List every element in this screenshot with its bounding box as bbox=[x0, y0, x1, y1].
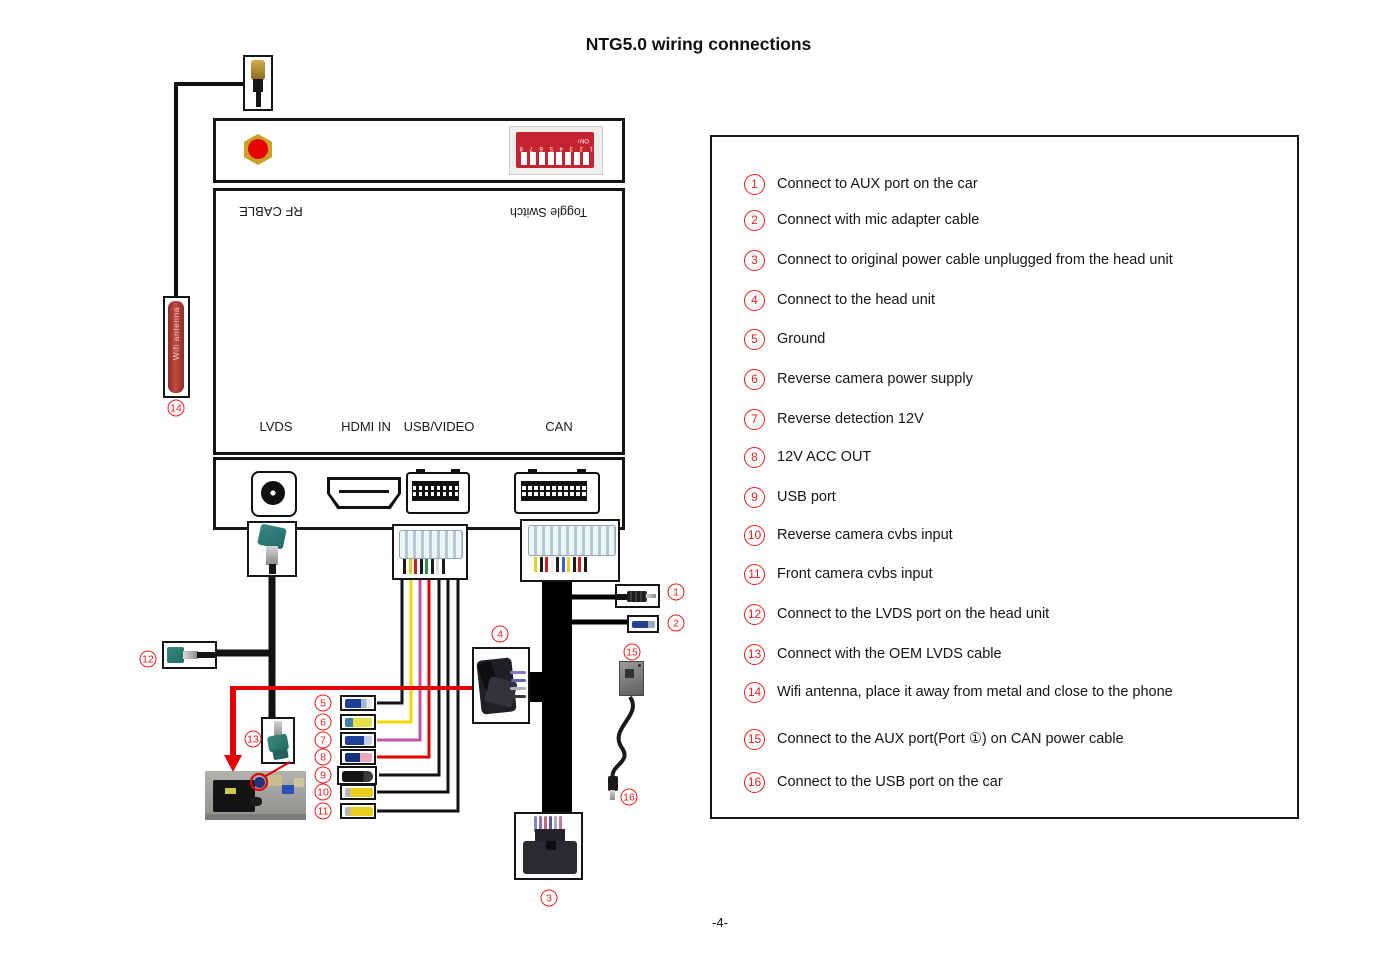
legend-item-text: Connect to AUX port on the car bbox=[777, 176, 978, 192]
callout-4: 4 bbox=[492, 626, 509, 643]
callout-7: 7 bbox=[315, 732, 332, 749]
page-title: NTG5.0 wiring connections bbox=[585, 34, 812, 54]
callout-14: 14 bbox=[168, 400, 185, 417]
red-arrowhead bbox=[224, 755, 242, 772]
legend-item-number: 5 bbox=[744, 329, 765, 350]
legend-item-text: Connect with the OEM LVDS cable bbox=[777, 646, 1002, 662]
callout-1: 1 bbox=[668, 584, 685, 601]
callout-16: 16 bbox=[621, 789, 638, 806]
legend-item-text: Wifi antenna, place it away from metal and close to the phone bbox=[777, 684, 1173, 700]
legend-item-number: 10 bbox=[744, 525, 765, 546]
legend-item-text: Connect to the USB port on the car bbox=[777, 774, 1003, 790]
legend-item-number: 6 bbox=[744, 369, 765, 390]
wifi-antenna-label: Wifi antenna bbox=[171, 307, 181, 361]
callout-10: 10 bbox=[315, 784, 332, 801]
port-label-lvds: LVDS bbox=[259, 419, 293, 434]
legend-item-number: 8 bbox=[744, 447, 765, 468]
legend-item-text: USB port bbox=[777, 489, 836, 505]
legend-item-number: 12 bbox=[744, 604, 765, 625]
port-label-can: CAN bbox=[545, 419, 573, 434]
dip-switch-digits: 1 2 3 4 5 6 7 8 bbox=[517, 145, 593, 151]
toggle-switch-label: Toggle Switch bbox=[509, 205, 588, 219]
callout-13: 13 bbox=[245, 731, 262, 748]
legend-item-text: Ground bbox=[777, 331, 826, 347]
port-label-usb-video: USB/VIDEO bbox=[403, 419, 475, 434]
legend-item-number: 13 bbox=[744, 644, 765, 665]
legend-item-text: 12V ACC OUT bbox=[777, 449, 872, 465]
legend-item-number: 15 bbox=[744, 729, 765, 750]
legend-item-number: 1 bbox=[744, 174, 765, 195]
legend-item-number: 16 bbox=[744, 772, 765, 793]
dip-switch-on-label: ON↑ bbox=[577, 137, 589, 143]
legend-item-text: Connect to original power cable unplugged from the head unit bbox=[777, 252, 1173, 268]
legend-item-text: Reverse detection 12V bbox=[777, 411, 924, 427]
legend-item-text: Connect to the head unit bbox=[777, 292, 936, 308]
red-port-ring bbox=[251, 774, 267, 790]
legend-item-number: 9 bbox=[744, 487, 765, 508]
legend-item-text: Reverse camera power supply bbox=[777, 371, 973, 387]
legend-item-text: Connect to the LVDS port on the head unit bbox=[777, 606, 1050, 622]
legend-item-number: 2 bbox=[744, 210, 765, 231]
legend-item-text: Connect with mic adapter cable bbox=[777, 212, 980, 228]
legend-item-text: Reverse camera cvbs input bbox=[777, 527, 953, 543]
callout-2: 2 bbox=[668, 615, 685, 632]
callout-8: 8 bbox=[315, 749, 332, 766]
callout-5: 5 bbox=[315, 695, 332, 712]
callout-6: 6 bbox=[315, 714, 332, 731]
red-line-to-lvds-port bbox=[264, 762, 290, 777]
legend-item-number: 14 bbox=[744, 682, 765, 703]
page-number: -4- bbox=[712, 915, 728, 930]
legend-item-number: 4 bbox=[744, 290, 765, 311]
legend-item-text: Front camera cvbs input bbox=[777, 566, 933, 582]
port-label-hdmi: HDMI IN bbox=[341, 419, 391, 434]
legend-item-number: 7 bbox=[744, 409, 765, 430]
callout-12: 12 bbox=[140, 651, 157, 668]
legend-item-number: 3 bbox=[744, 250, 765, 271]
callout-11: 11 bbox=[315, 803, 332, 820]
callout-3: 3 bbox=[541, 890, 558, 907]
rf-cable-label: RF CABLE bbox=[239, 204, 303, 219]
callout-9: 9 bbox=[315, 767, 332, 784]
callout-15: 15 bbox=[624, 644, 641, 661]
legend-item-text: Connect to the AUX port(Port ①) on CAN power cable bbox=[777, 731, 1124, 747]
legend-item-number: 11 bbox=[744, 564, 765, 585]
